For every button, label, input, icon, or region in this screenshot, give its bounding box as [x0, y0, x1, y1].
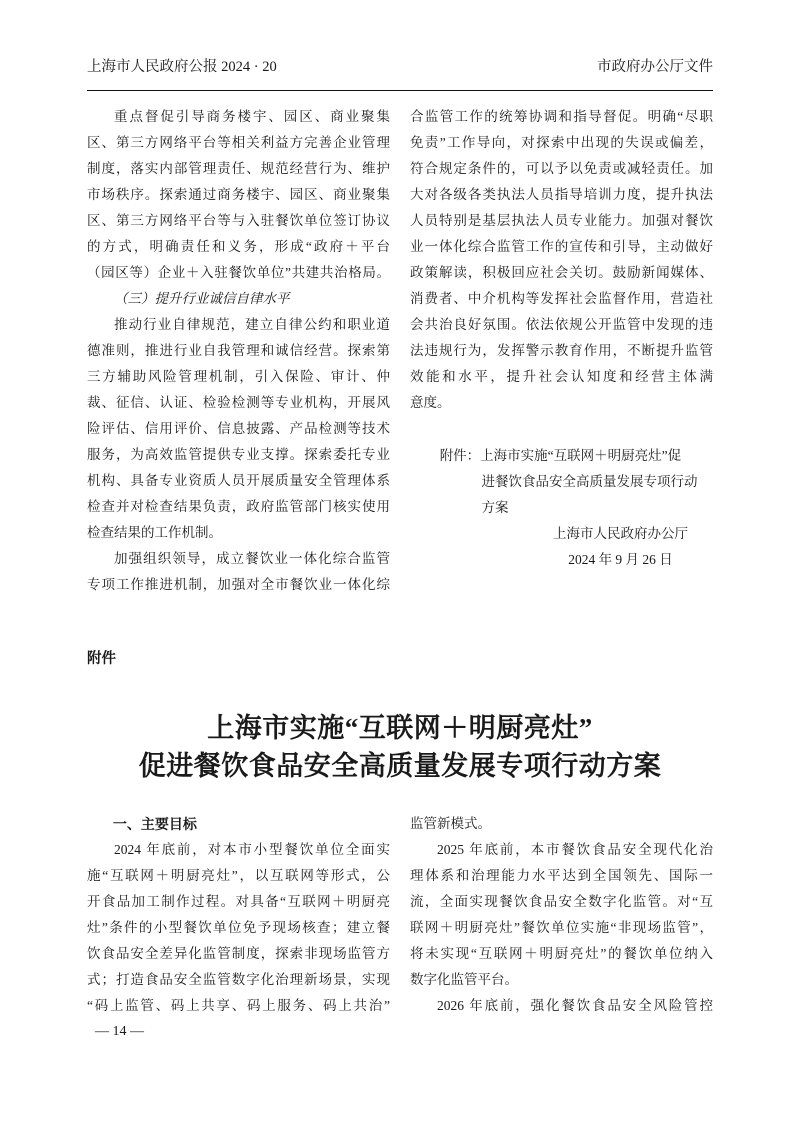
text-line: 效能和水平，提升社会认知度和经营主体满 [410, 369, 713, 384]
text-line: 区、第三方网络平台等相关利益方完善企业管理 [87, 135, 390, 150]
text-line: 附件：上海市实施“互联网＋明厨亮灶”促 [439, 448, 682, 463]
text-line: 2024 年 9 月 26 日 [568, 552, 673, 567]
text-line: 裁、征信、认证、检验检测等专业机构，开展风 [87, 395, 390, 410]
text-line: “码上监管、码上共享、码上服务、码上共治” [87, 998, 390, 1013]
text-line: （三）提升行业诚信自律水平 [114, 291, 290, 306]
text-line: 饮食品安全差异化监管制度，探索非现场监管方 [87, 946, 390, 961]
text-line: 大对各级各类执法人员指导培训力度，提升执法 [410, 187, 713, 202]
text-line: 进餐饮食品安全高质量发展专项行动 [481, 474, 698, 489]
text-line: 区、第三方网络平台等与入驻餐饮单位签订协议 [87, 213, 390, 228]
text-line: 监管新模式。 [410, 816, 491, 831]
text-line: 人员特别是基层执法人员专业能力。加强对餐饮 [410, 213, 713, 228]
bottom-left-column [87, 811, 390, 1019]
text-line: 三方辅助风险管理机制，引入保险、审计、仲 [87, 369, 390, 384]
page-number: — 14 — [95, 1024, 144, 1039]
text-line: 业一体化综合监管工作的宣传和引导，主动做好 [410, 239, 713, 254]
text-line: 式；打造食品安全监管数字化治理新场景，实现 [87, 972, 390, 987]
text-line: 将未实现“互联网＋明厨亮灶”的餐饮单位纳入 [410, 946, 713, 961]
document-title [87, 709, 713, 785]
text-line: 服务，为高效监管提供专业支撑。探索委托专业 [87, 447, 390, 462]
header-gazette-title: 上海市人民政府公报 2024 · 20 [87, 59, 277, 75]
text-line: 机构、具备专业资质人员开展质量安全管理体系 [87, 473, 390, 488]
text-line: 一、主要目标 [112, 816, 197, 832]
text-line: 检查并对检查结果负责，政府监管部门核实使用 [87, 499, 390, 514]
header-document-category: 市政府办公厅文件 [597, 59, 713, 75]
title-line-2: 促进餐饮食品安全高质量发展专项行动方案 [138, 751, 662, 781]
text-line: 施“互联网＋明厨亮灶”，以互联网等形式，公 [87, 868, 390, 883]
text-line: 意度。 [410, 395, 451, 410]
attachment-label: 附件 [87, 651, 116, 667]
text-line: 流，全面实现餐饮食品安全数字化监管。对“互 [410, 894, 713, 909]
text-line: 开食品加工制作过程。对具备“互联网＋明厨亮 [87, 894, 390, 909]
text-line: 2026 年底前，强化餐饮食品安全风险管控 [437, 998, 713, 1013]
text-line: 理体系和治理能力水平达到全国领先、国际一 [410, 868, 713, 883]
text-line: 的方式，明确责任和义务，形成“政府＋平台 [87, 239, 390, 254]
text-line: 制度，落实内部管理责任、规范经营行为、维护 [87, 161, 390, 176]
text-line: 法违规行为，发挥警示教育作用，不断提升监管 [410, 343, 713, 358]
text-line: 专项工作推进机制，加强对全市餐饮业一体化综 [87, 577, 390, 592]
text-line: （园区等）企业＋入驻餐饮单位”共建共治格局。 [87, 265, 390, 280]
text-line: 符合规定条件的，可以予以免责或减轻责任。加 [410, 161, 713, 176]
bottom-text-section [87, 811, 713, 1019]
text-line: 政策解读，积极回应社会关切。鼓励新闻媒体、 [410, 265, 713, 280]
text-line: 险评估、信用评价、信息披露、产品检测等技术 [87, 421, 390, 436]
title-line-1: 上海市实施“互联网＋明厨亮灶” [207, 713, 593, 743]
text-line: 上海市人民政府办公厅 [553, 526, 688, 541]
text-line: 重点督促引导商务楼宇、园区、商业聚集 [114, 109, 390, 124]
text-line: 联网＋明厨亮灶”餐饮单位实施“非现场监管”， [410, 920, 713, 935]
text-line: 会共治良好氛围。依法依规公开监管中发现的违 [410, 317, 713, 332]
page-header [87, 58, 713, 91]
top-right-column [410, 104, 713, 598]
text-line: 消费者、中介机构等发挥社会监督作用，营造社 [410, 291, 713, 306]
text-line: 方案 [481, 500, 509, 515]
text-line: 数字化监管平台。 [410, 972, 518, 987]
top-left-column [87, 104, 390, 598]
page-footer [87, 1019, 713, 1045]
text-line: 灶”条件的小型餐饮单位免予现场核查；建立餐 [87, 920, 390, 935]
text-line: 2024 年底前，对本市小型餐饮单位全面实 [114, 842, 390, 857]
text-line: 推动行业自律规范，建立自律公约和职业道 [114, 317, 390, 332]
text-line: 免责”工作导向，对探索中出现的失误或偏差， [410, 135, 713, 150]
text-line: 德准则，推进行业自我管理和诚信经营。探索第 [87, 343, 390, 358]
text-line: 加强组织领导，成立餐饮业一体化综合监管 [114, 551, 390, 566]
text-line: 市场秩序。探索通过商务楼宇、园区、商业聚集 [87, 187, 390, 202]
text-line: 合监管工作的统筹协调和指导督促。明确“尽职 [410, 109, 713, 124]
bottom-right-column [410, 811, 713, 1019]
text-line: 检查结果的工作机制。 [87, 525, 222, 540]
top-text-section [87, 104, 713, 598]
text-line: 2025 年底前，本市餐饮食品安全现代化治 [437, 842, 713, 857]
